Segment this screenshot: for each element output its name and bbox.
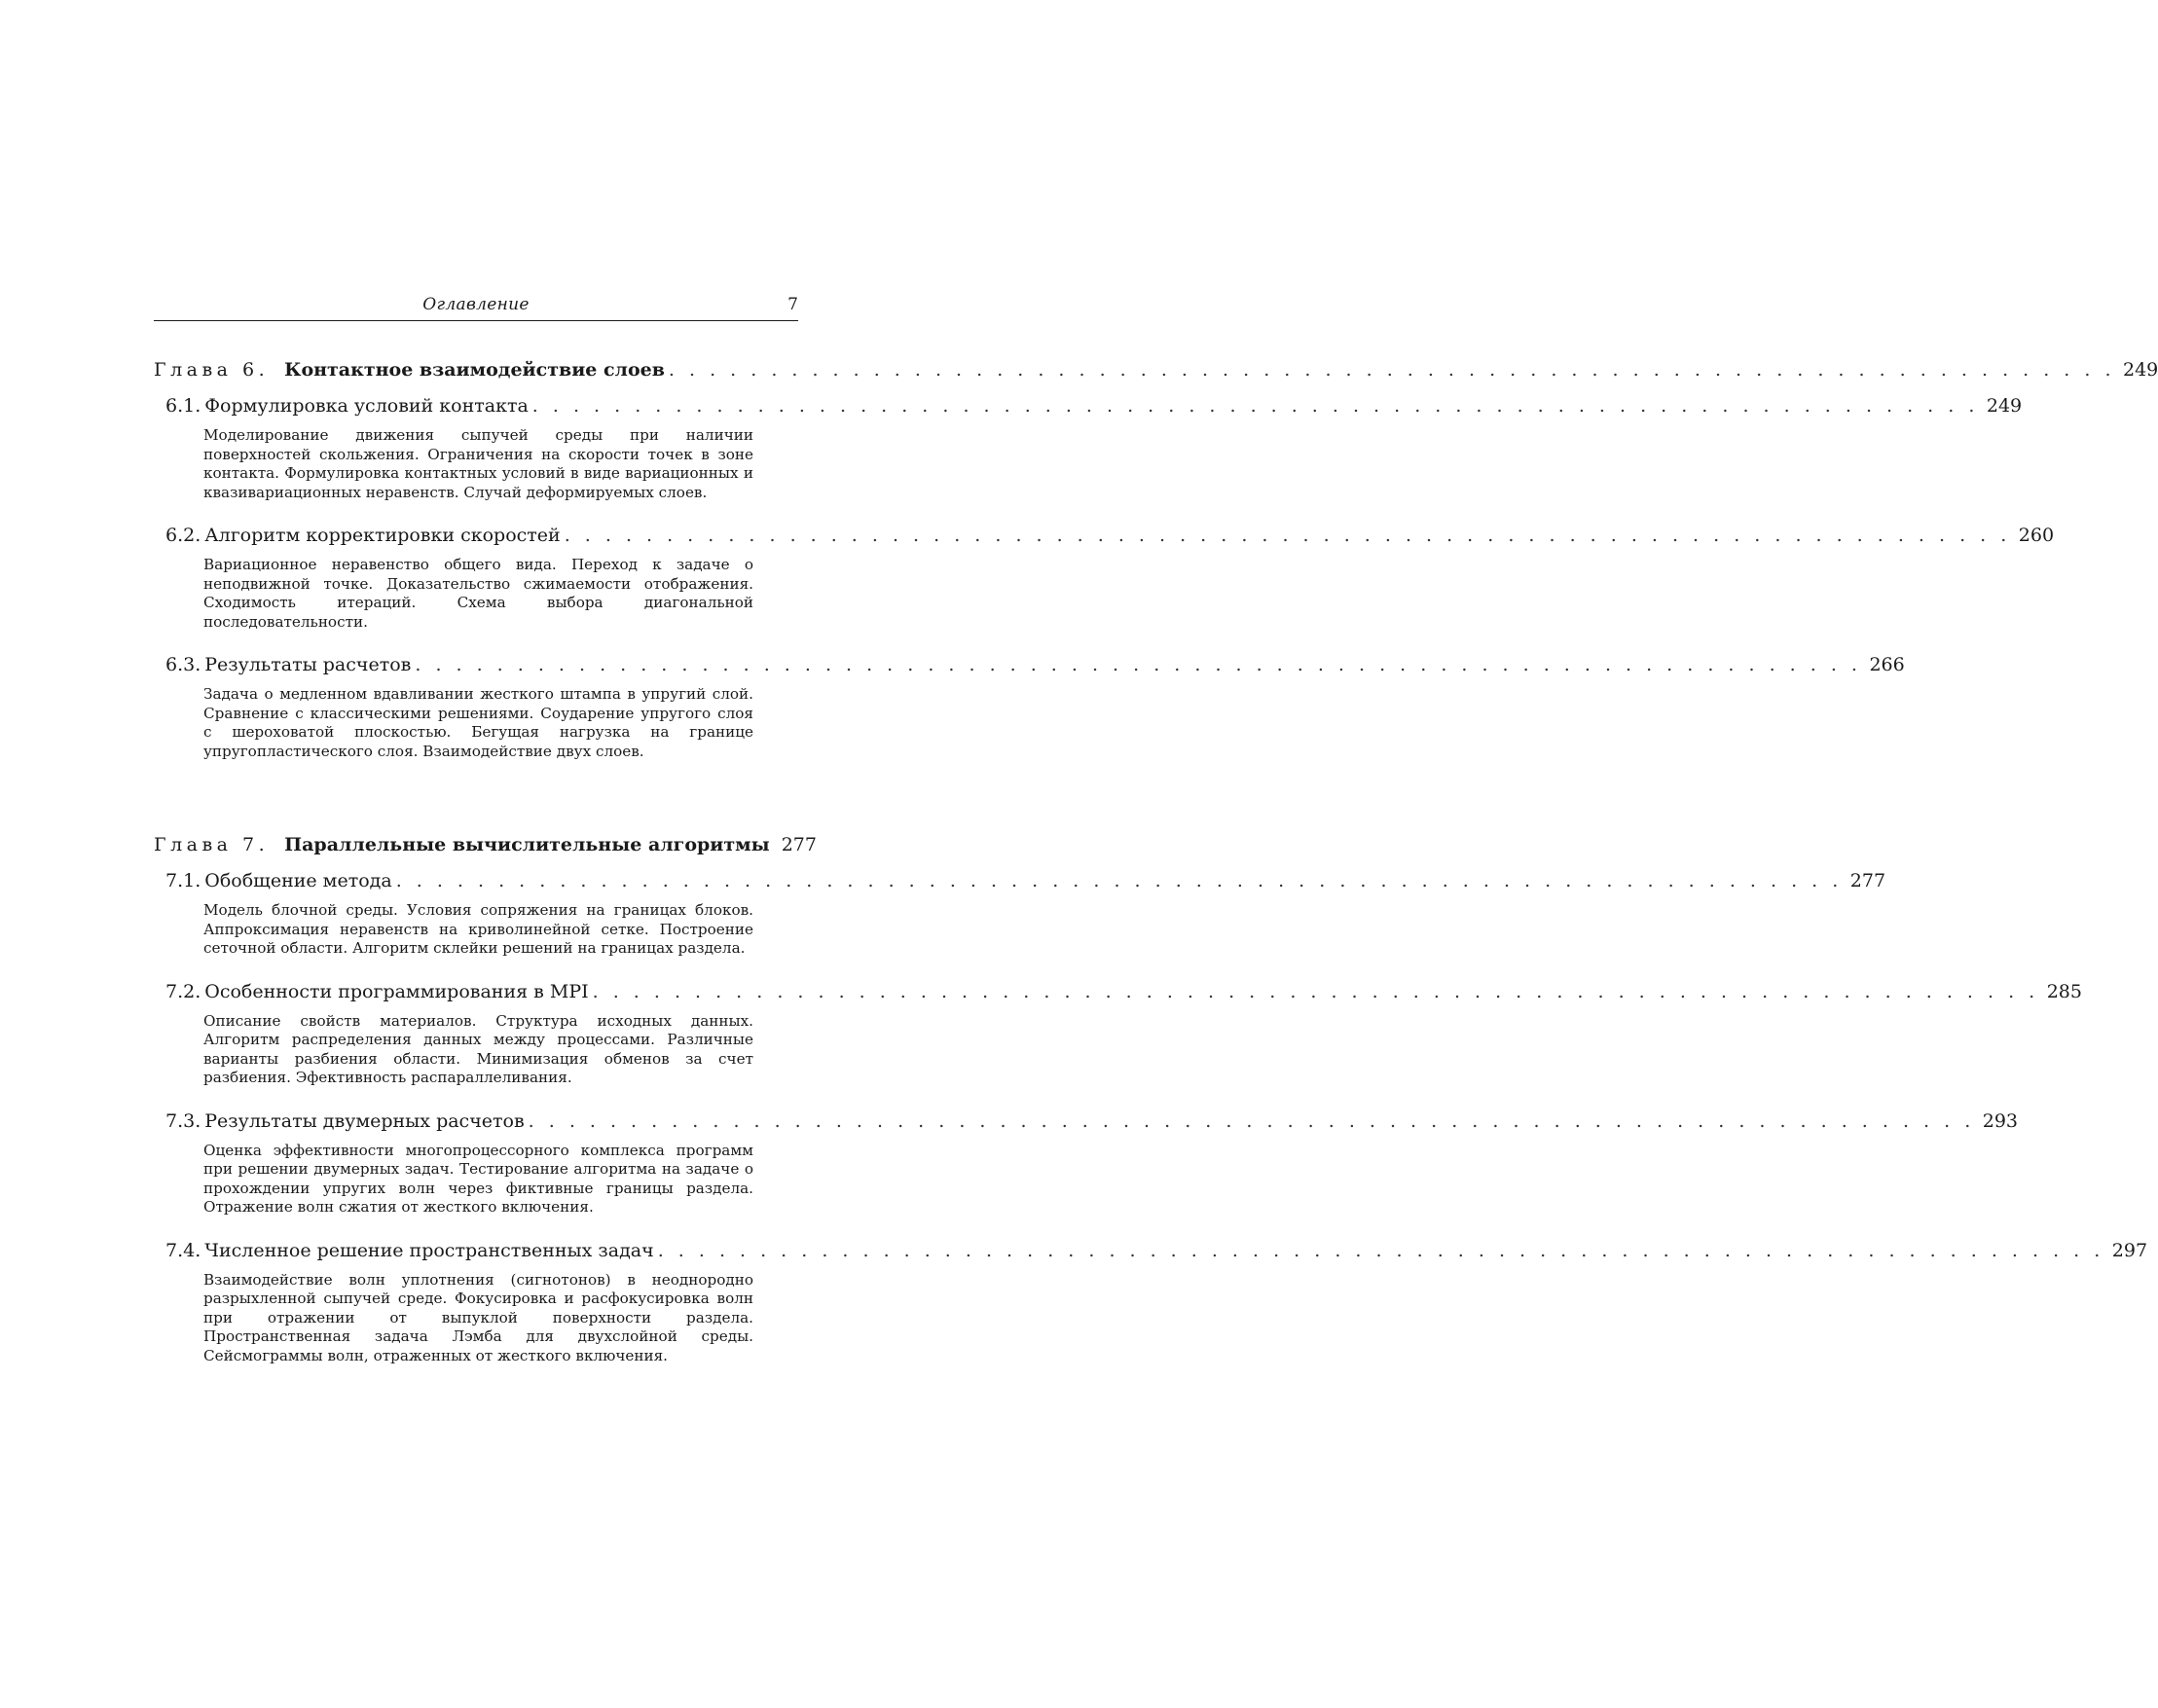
- section-6-1: [154, 394, 2023, 502]
- section-title: Особенности программирования в MPI: [204, 980, 589, 1002]
- section-title: Численное решение пространственных задач: [204, 1239, 654, 1261]
- section-description: Описание свойств материалов. Структура исходных данных. Алгоритм распределения данных между процессами. Различные варианты разбиения области. Минимизация обменов за счет разбиения. Эфективность распараллеливания.: [203, 1011, 753, 1086]
- section-number: 7.2.: [165, 980, 201, 1002]
- dot-leader: . . . . . . . . . . . . . . . . . . . . . . . . . . . . . . . . . . . . . . . . . . . . . . . . . . . . . . . . . . . . . . . . . . . . . . .: [395, 870, 1843, 891]
- section-title: Результаты расчетов: [204, 654, 412, 675]
- dot-leader: . . . . . . . . . . . . . . . . . . . . . . . . . . . . . . . . . . . . . . . . . . . . . . . . . . . . . . . . . . . . . . . . . . . . . . .: [531, 395, 1979, 417]
- section-description: Задача о медленном вдавливании жесткого штампа в упругий слой. Сравнение с классическими решениями. Соударение упругого слоя с шероховатой плоскостью. Бегущая нагрузка на границе упругопластического слоя. Взаимодействие двух слоев.: [203, 685, 753, 760]
- chapter-label: Глава 6.: [154, 359, 270, 381]
- section-heading[interactable]: [154, 524, 2055, 547]
- section-page: 266: [1869, 654, 1905, 675]
- section-page: 260: [2018, 525, 2055, 546]
- running-head: [154, 295, 798, 321]
- section-7-4: [154, 1239, 2148, 1366]
- section-heading[interactable]: [154, 653, 1905, 676]
- toc-page: [154, 295, 2158, 1365]
- chapter-page: 277: [781, 834, 817, 855]
- dot-leader: . . . . . . . . . . . . . . . . . . . . . . . . . . . . . . . . . . . . . . . . . . . . . . . . . . . . . . . . . . . . . . . . . . . . . . .: [668, 359, 2115, 381]
- section-heading[interactable]: [154, 1239, 2148, 1262]
- section-page: 277: [1849, 870, 1886, 891]
- chapter-6: [154, 358, 2158, 761]
- section-heading[interactable]: [154, 394, 2023, 418]
- chapter-heading[interactable]: [154, 833, 817, 856]
- section-title: Результаты двумерных расчетов: [204, 1109, 525, 1132]
- chapter-7: [154, 833, 2148, 1365]
- dot-leader: . . . . . . . . . . . . . . . . . . . . . . . . . . . . . . . . . . . . . . . . . . . . . . . . . . . . . . . . . . . . . . . . . . . . . . .: [415, 654, 1862, 675]
- section-number: 7.1.: [165, 870, 201, 891]
- chapter-title: Параллельные вычислительные алгоритмы: [284, 834, 770, 855]
- section-heading[interactable]: [154, 980, 2082, 1003]
- section-number: 6.1.: [165, 395, 201, 417]
- section-page: 285: [2046, 980, 2082, 1002]
- chapter-title: Контактное взаимодействие слоев: [284, 359, 665, 381]
- running-head-title: Оглавление: [422, 295, 530, 314]
- section-page: 249: [1986, 395, 2023, 417]
- dot-leader: . . . . . . . . . . . . . . . . . . . . . . . . . . . . . . . . . . . . . . . . . . . . . . . . . . . . . . . . . . . . . . . . . . . . . . .: [564, 525, 2011, 546]
- chapter-label: Глава 7.: [154, 834, 270, 855]
- section-description: Оценка эффективности многопроцессорного комплекса программ при решении двумерных задач. Тестирование алгоритма на задаче о прохождении упругих волн через фиктивные границы раздела. Отражение волн сжатия от жесткого включения.: [203, 1141, 753, 1216]
- section-title: Обобщение метода: [204, 870, 392, 891]
- chapter-heading[interactable]: [154, 358, 2158, 382]
- section-description: Взаимодействие волн уплотнения (сигнотонов) в неоднородно разрыхленной сыпучей среде. Фокусировка и расфокусировка волн при отражении от выпуклой поверхности раздела. Пространственная задача Лэмба для двухслойной среды. Сейсмограммы волн, отраженных от жесткого включения.: [203, 1270, 753, 1364]
- section-description: Вариационное неравенство общего вида. Переход к задаче о неподвижной точке. Доказательство сжимаемости отображения. Сходимость итераций. Схема выбора диагональной последовательности.: [203, 556, 753, 631]
- section-title: Формулировка условий контакта: [204, 395, 529, 417]
- section-title: Алгоритм корректировки скоростей: [204, 525, 561, 546]
- section-heading[interactable]: [154, 869, 1886, 892]
- section-number: 6.3.: [165, 654, 201, 675]
- chapter-page: 249: [2123, 359, 2158, 381]
- section-7-2: [154, 980, 2082, 1088]
- section-heading[interactable]: [154, 1109, 2018, 1133]
- section-page: 293: [1982, 1109, 2018, 1132]
- running-head-page-number: 7: [787, 295, 798, 314]
- dot-leader: . . . . . . . . . . . . . . . . . . . . . . . . . . . . . . . . . . . . . . . . . . . . . . . . . . . . . . . . . . . . . . . . . . . . . . .: [657, 1239, 2104, 1261]
- section-6-3: [154, 653, 1905, 761]
- section-7-3: [154, 1109, 2018, 1217]
- section-description: Модель блочной среды. Условия сопряжения на границах блоков. Аппроксимация неравенств на криволинейной сетке. Построение сеточной области. Алгоритм склейки решений на границах раздела.: [203, 901, 753, 957]
- section-number: 6.2.: [165, 525, 201, 546]
- section-page: 297: [2111, 1239, 2148, 1261]
- dot-leader: . . . . . . . . . . . . . . . . . . . . . . . . . . . . . . . . . . . . . . . . . . . . . . . . . . . . . . . . . . . . . . . . . . . . . . .: [592, 980, 2039, 1002]
- section-number: 7.4.: [165, 1239, 201, 1261]
- section-description: Моделирование движения сыпучей среды при наличии поверхностей скольжения. Ограничения на скорости точек в зоне контакта. Формулировка контактных условий в виде вариационных и квазивариационных неравенств. Случай деформируемых слоев.: [203, 426, 753, 501]
- section-7-1: [154, 869, 1886, 959]
- section-6-2: [154, 524, 2055, 632]
- section-number: 7.3.: [165, 1109, 201, 1132]
- dot-leader: . . . . . . . . . . . . . . . . . . . . . . . . . . . . . . . . . . . . . . . . . . . . . . . . . . . . . . . . . . . . . . . . . . . . . . .: [528, 1109, 1975, 1132]
